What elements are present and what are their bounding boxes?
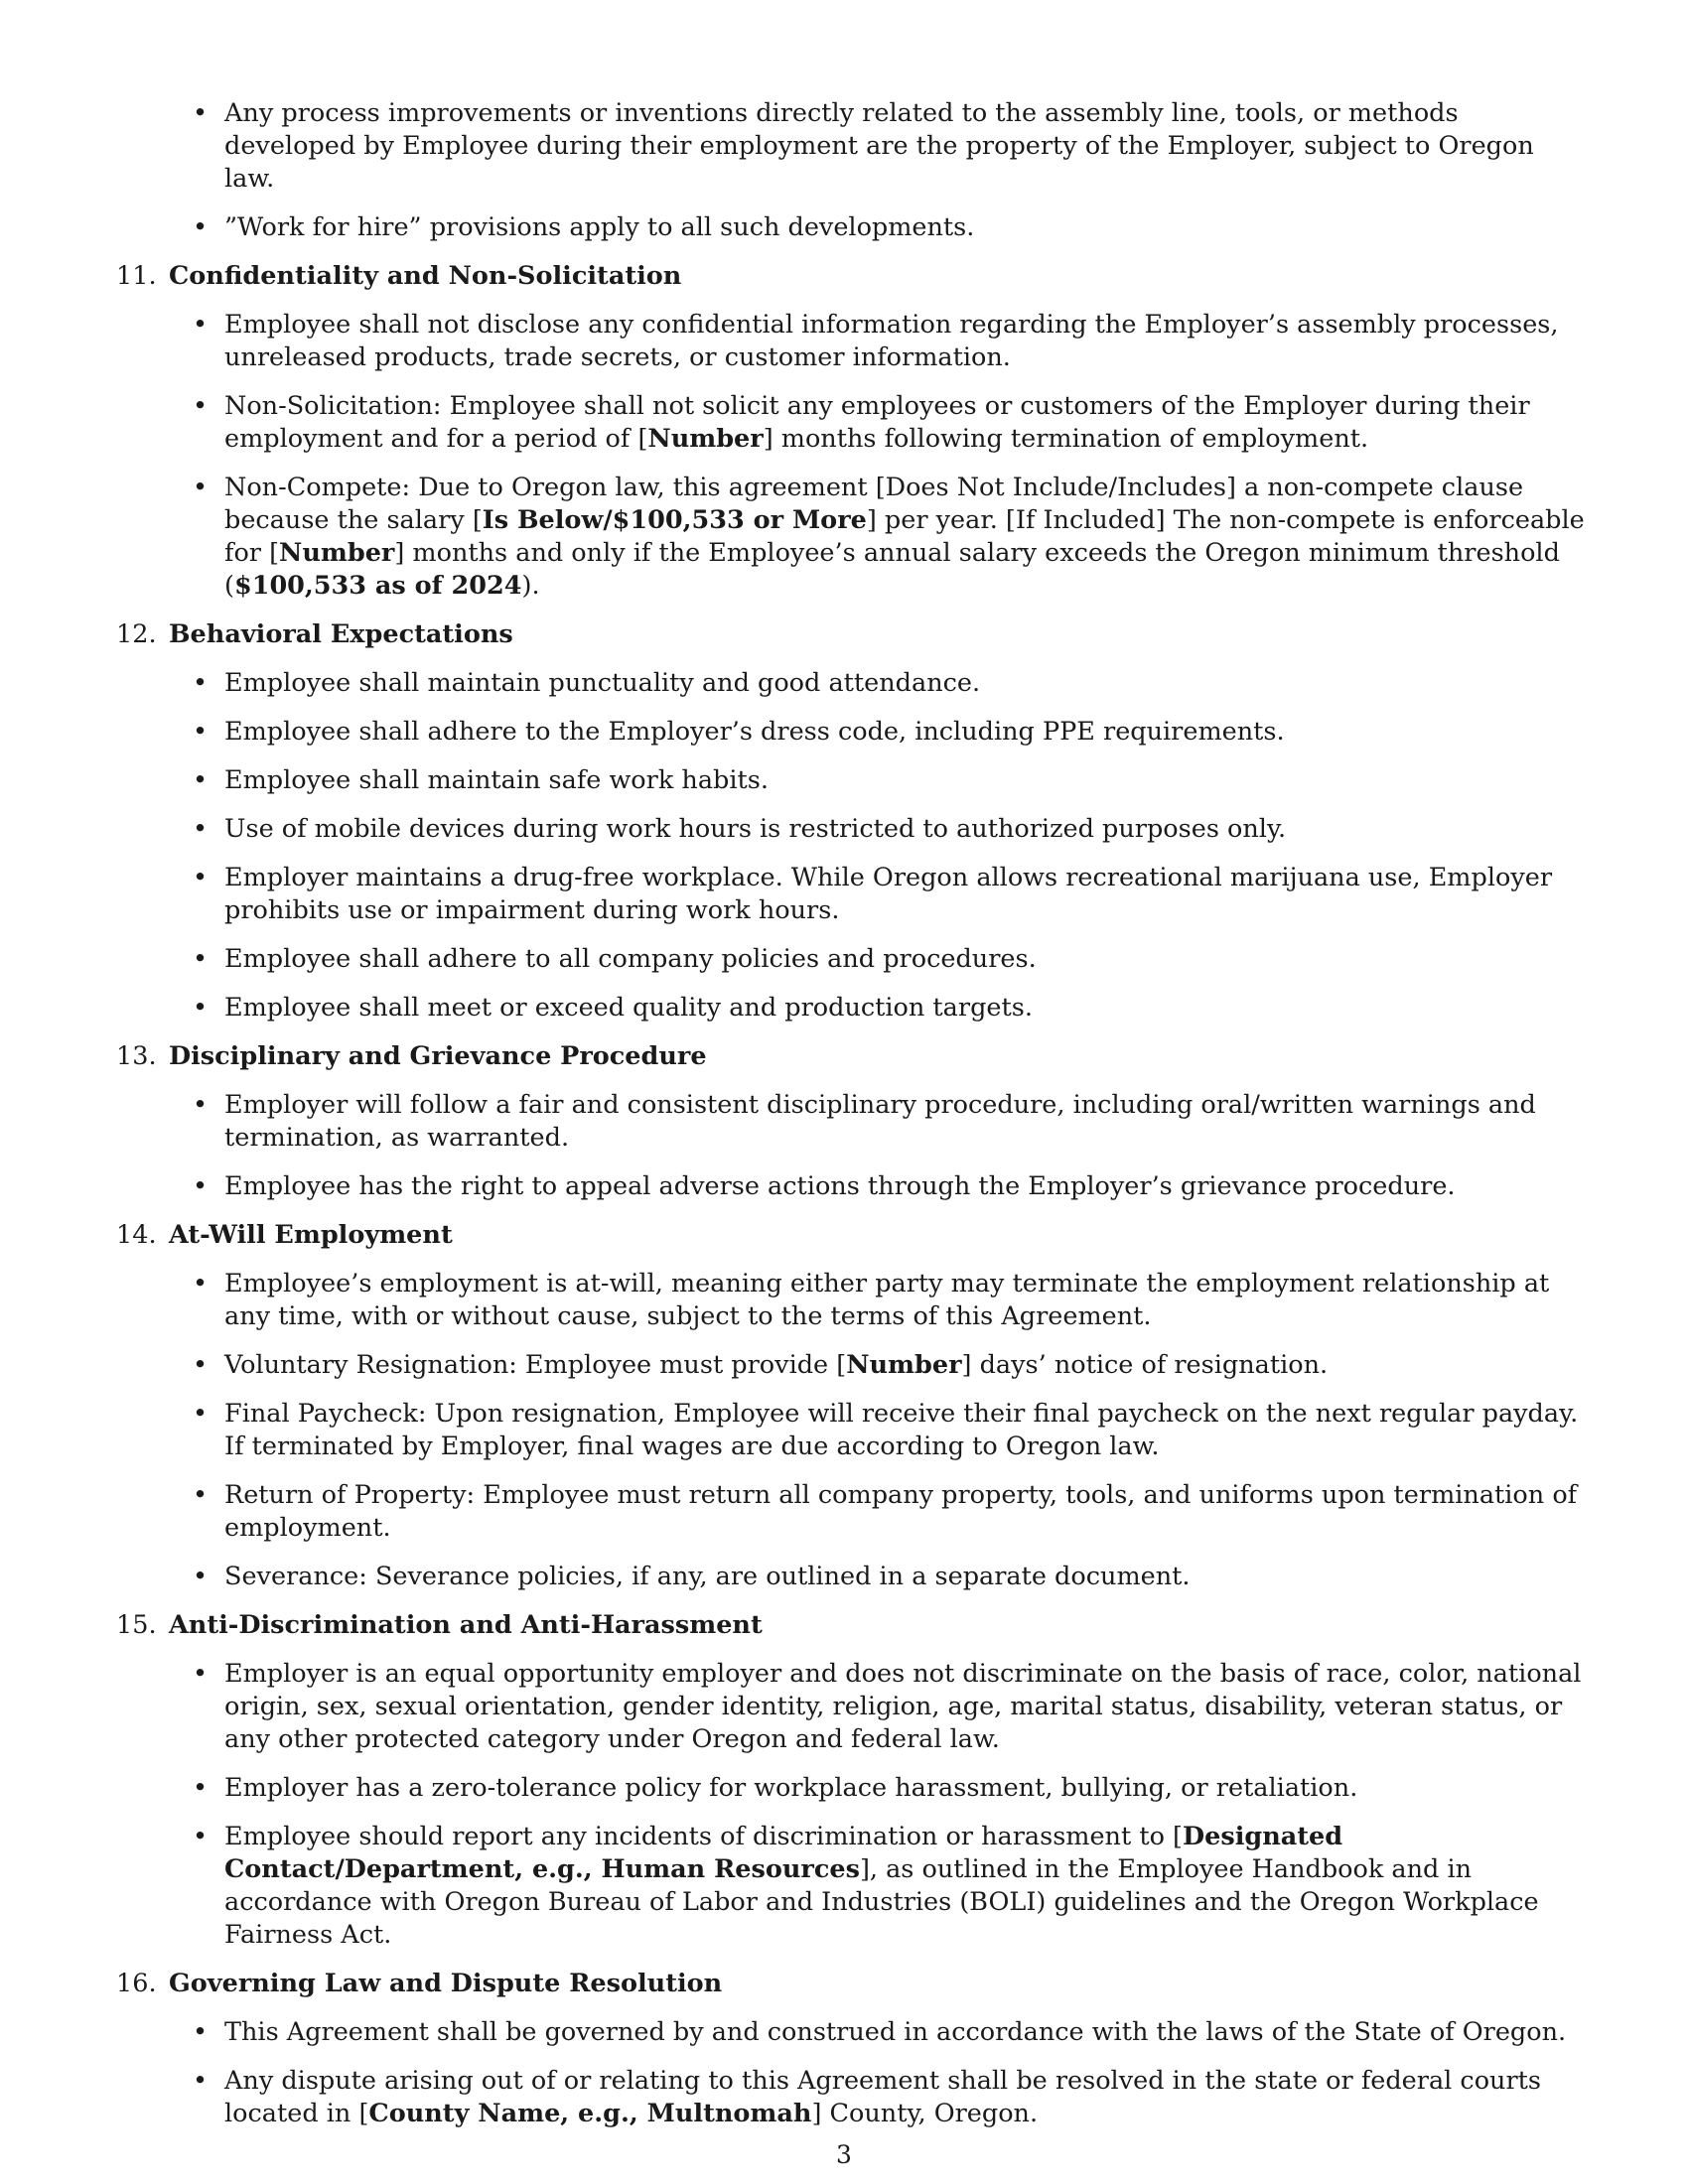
text-run: Employer is an equal opportunity employer and does not discriminate on the basis of race, color, national origin, sex, sexual orientation, gender identity, religion, age, marital status, disability, veteran status, or any other protected category under Oregon and federal law.: [224, 1659, 1582, 1754]
bullet-item: [224, 309, 1590, 374]
text-run: Any dispute arising out of or relating to this Agreement shall be resolved in the state or federal courts located in [: [224, 2066, 1541, 2128]
text-run: Employee shall maintain punctuality and good attendance.: [224, 668, 981, 698]
text-run: Employer maintains a drug-free workplace. While Oregon allows recreational marijuana use, Employer prohibits use or impairment during work hours.: [224, 863, 1553, 925]
text-run: Non-Solicitation: Employee shall not solicit any employees or customers of the Employer during their employment and for a period of [: [224, 391, 1530, 454]
bullet-item: [224, 1821, 1590, 1952]
section-bullet-list: [112, 1089, 1590, 1203]
text-run: Employee has the right to appeal adverse actions through the Employer’s grievance procedure.: [224, 1171, 1456, 1201]
text-run: ”Work for hire” provisions apply to all such developments.: [224, 212, 975, 242]
bullet-item: [224, 1398, 1590, 1463]
placeholder-field: $100,533 as of 2024: [233, 571, 522, 601]
bullet-item: [224, 943, 1590, 976]
page-number: 3: [836, 2140, 852, 2169]
section-title: Disciplinary and Grievance Procedure: [169, 1041, 707, 1071]
section-title: Confidentiality and Non-Solicitation: [169, 261, 682, 291]
placeholder-field: Number: [647, 424, 764, 454]
section-title: Anti-Discrimination and Anti-Harassment: [169, 1610, 763, 1640]
bullet-item: [224, 667, 1590, 700]
section-bullet-list: [112, 309, 1590, 603]
text-run: Employer has a zero-tolerance policy for workplace harassment, bullying, or retaliation.: [224, 1773, 1358, 1803]
bullet-item: [224, 716, 1590, 749]
section-bullet-list: [112, 1268, 1590, 1593]
sections-container: [112, 260, 1590, 2130]
bullet-item: [224, 862, 1590, 927]
text-run: Use of mobile devices during work hours is restricted to authorized purposes only.: [224, 814, 1287, 844]
text-run: ] County, Oregon.: [811, 2099, 1039, 2128]
section-heading: [112, 1219, 1590, 1252]
placeholder-field: Number: [846, 1350, 962, 1380]
intro-bullet-list: [112, 97, 1590, 244]
text-run: ] months following termination of employment.: [763, 424, 1369, 454]
bullet-item: [224, 97, 1590, 196]
text-run: Employee shall adhere to all company policies and procedures.: [224, 944, 1037, 974]
text-run: Voluntary Resignation: Employee must provide [: [224, 1350, 847, 1380]
bullet-item: [224, 1772, 1590, 1805]
text-run: Employee shall not disclose any confidential information regarding the Employer’s assembly processes, unreleased products, trade secrets, or customer information.: [224, 310, 1559, 372]
section-number: 15.: [116, 1610, 157, 1640]
placeholder-field: Number: [279, 538, 395, 568]
text-run: Employee should report any incidents of discrimination or harassment to [: [224, 1822, 1183, 1851]
bullet-item: [224, 1349, 1590, 1382]
bullet-item: [224, 2016, 1590, 2049]
section: [112, 1968, 1590, 2130]
section: [112, 1219, 1590, 1593]
section-title: Governing Law and Dispute Resolution: [169, 1969, 723, 1998]
text-run: Employee shall adhere to the Employer’s dress code, including PPE requirements.: [224, 717, 1285, 747]
section-bullet-list: [112, 667, 1590, 1024]
section-heading: [112, 1968, 1590, 2000]
section: [112, 1609, 1590, 1952]
section: [112, 618, 1590, 1024]
section-bullet-list: [112, 2016, 1590, 2130]
bullet-item: [224, 390, 1590, 456]
agreement-body: [112, 97, 1590, 2146]
text-run: Severance: Severance policies, if any, are outlined in a separate document.: [224, 1562, 1191, 1591]
bullet-item: [224, 2065, 1590, 2130]
text-run: Employee shall maintain safe work habits.: [224, 765, 769, 795]
bullet-item: [224, 1479, 1590, 1545]
text-run: Employee shall meet or exceed quality and production targets.: [224, 993, 1033, 1023]
text-run: Employer will follow a fair and consistent disciplinary procedure, including oral/written warnings and termination, as warranted.: [224, 1090, 1536, 1153]
bullet-item: [224, 764, 1590, 797]
text-run: ] months and only if the Employee’s annual salary exceeds the Oregon minimum threshold (: [224, 538, 1560, 601]
section: [112, 260, 1590, 603]
placeholder-field: Is Below/$100,533 or More: [482, 505, 867, 535]
text-run: ] per year. [If Included] The non-compete is enforceable for [: [224, 505, 1585, 568]
text-run: Return of Property: Employee must return all company property, tools, and uniforms upon termination of employment.: [224, 1480, 1578, 1543]
bullet-item: [224, 211, 1590, 244]
section: [112, 1040, 1590, 1203]
section-number: 14.: [116, 1220, 157, 1250]
text-run: This Agreement shall be governed by and construed in accordance with the laws of the State of Oregon.: [224, 2017, 1567, 2047]
bullet-item: [224, 992, 1590, 1024]
bullet-item: [224, 1658, 1590, 1756]
section-number: 12.: [116, 619, 157, 649]
bullet-item: [224, 1561, 1590, 1593]
section-bullet-list: [112, 1658, 1590, 1952]
text-run: ], as outlined in the Employee Handbook and in accordance with Oregon Bureau of Labor and Industries (BOLI) guidelines and the Oregon Workplace Fairness Act.: [224, 1854, 1539, 1950]
section-title: Behavioral Expectations: [169, 619, 513, 649]
section-number: 11.: [116, 261, 157, 291]
text-run: ).: [521, 571, 540, 601]
bullet-item: [224, 1268, 1590, 1333]
text-run: ] days’ notice of resignation.: [961, 1350, 1329, 1380]
placeholder-field: Designated Contact/Department, e.g., Human Resources: [224, 1822, 1343, 1884]
text-run: Non-Compete: Due to Oregon law, this agreement [Does Not Include/Includes] a non-compete clause because the salary [: [224, 473, 1524, 535]
section-number: 13.: [116, 1041, 157, 1071]
section-heading: [112, 260, 1590, 293]
bullet-item: [224, 1089, 1590, 1155]
section-number: 16.: [116, 1969, 157, 1998]
bullet-item: [224, 472, 1590, 603]
placeholder-field: County Name, e.g., Multnomah: [368, 2099, 812, 2128]
section-heading: [112, 618, 1590, 651]
text-run: Employee’s employment is at-will, meaning either party may terminate the employment relationship at any time, with or without cause, subject to the terms of this Agreement.: [224, 1269, 1550, 1331]
bullet-item: [224, 813, 1590, 846]
section-heading: [112, 1040, 1590, 1073]
section-title: At-Will Employment: [169, 1220, 453, 1250]
text-run: Final Paycheck: Upon resignation, Employee will receive their final paycheck on the next regular payday. If terminated by Employer, final wages are due according to Oregon law.: [224, 1399, 1579, 1461]
section-heading: [112, 1609, 1590, 1642]
bullet-item: [224, 1170, 1590, 1203]
text-run: Any process improvements or inventions directly related to the assembly line, tools, or methods developed by Employee during their employment are the property of the Employer, subject to Oregon law.: [224, 98, 1534, 194]
